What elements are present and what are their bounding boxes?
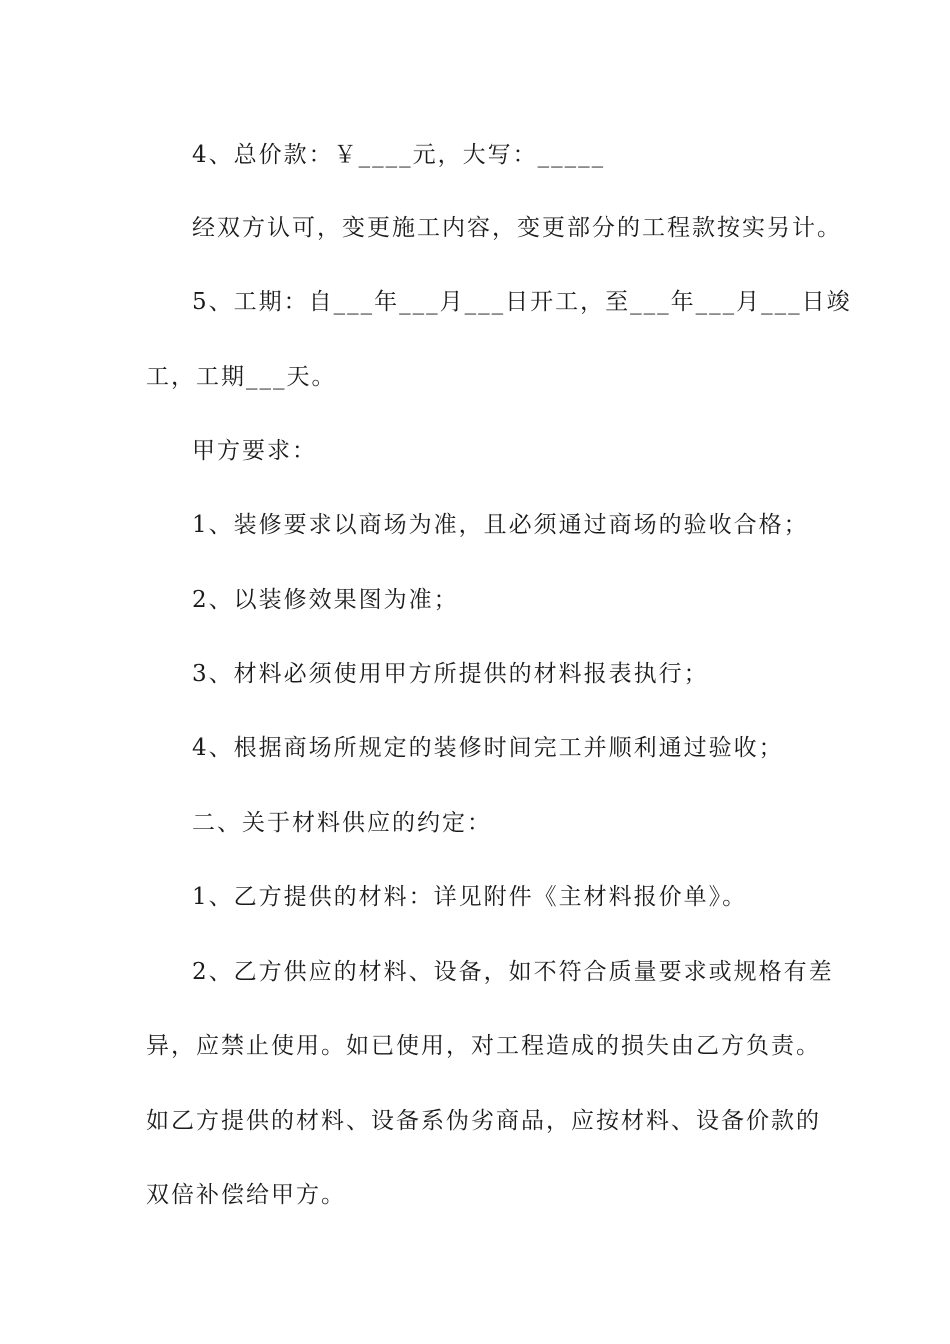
material-item-2-continued-2: 如乙方提供的材料、设备系伪劣商品，应按材料、设备价款的 (146, 1108, 821, 1134)
requirement-item-3: 3、材料必须使用甲方所提供的材料报表执行； (192, 661, 709, 687)
clause-duration-continued: 工，工期___天。 (146, 364, 337, 390)
requirement-item-2: 2、以装修效果图为准； (192, 587, 459, 613)
requirement-item-4: 4、根据商场所规定的装修时间完工并顺利通过验收； (192, 735, 784, 761)
clause-total-price: 4、总价款：￥____元，大写：_____ (192, 142, 606, 168)
material-item-1: 1、乙方提供的材料：详见附件《主材料报价单》。 (192, 884, 748, 910)
material-item-2: 2、乙方供应的材料、设备，如不符合质量要求或规格有差 (192, 959, 834, 985)
clause-change-note: 经双方认可，变更施工内容，变更部分的工程款按实另计。 (192, 215, 842, 241)
material-item-2-continued-3: 双倍补偿给甲方。 (146, 1182, 346, 1208)
clause-duration: 5、工期：自___年___月___日开工，至___年___月___日竣 (192, 289, 852, 315)
section-party-a-requirements: 甲方要求： (192, 438, 317, 464)
material-item-2-continued-1: 异，应禁止使用。如已使用，对工程造成的损失由乙方负责。 (146, 1033, 821, 1059)
section-material-supply: 二、关于材料供应的约定： (192, 810, 492, 836)
requirement-item-1: 1、装修要求以商场为准，且必须通过商场的验收合格； (192, 512, 809, 538)
